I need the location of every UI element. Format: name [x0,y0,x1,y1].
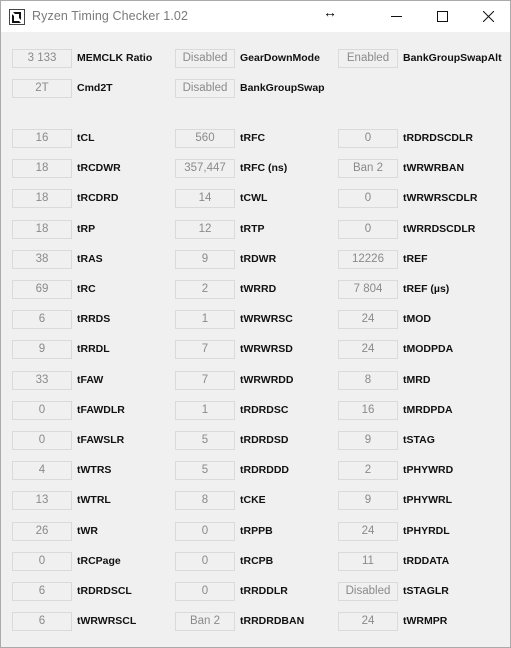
timing-value-field[interactable]: 24 [338,522,398,541]
timing-label: tRDRDDD [240,464,289,476]
timing-value-field[interactable]: 5 [175,431,235,450]
timing-value-field[interactable]: 12 [175,220,235,239]
timing-label: tWRWRDD [240,374,294,386]
timing-value-field[interactable]: 26 [12,522,72,541]
timing-label: tWRWRBAN [403,162,465,174]
ryzen-app-icon [9,9,25,25]
timing-label: tWRWRSC [240,313,293,325]
timing-value-field[interactable]: Ban 2 [338,159,398,178]
timing-value-field[interactable]: 4 [12,461,72,480]
maximize-button[interactable] [419,1,465,32]
timing-label: tFAWSLR [77,434,125,446]
timing-value-field[interactable]: 8 [338,371,398,390]
close-icon [483,11,494,22]
timing-value-field[interactable]: 24 [338,340,398,359]
timing-label: tCKE [240,494,266,506]
timing-label: BankGroupSwapAlt [403,52,502,64]
timing-label: tRCDRD [77,192,119,204]
timing-value-field[interactable]: 16 [338,401,398,420]
timing-value-field[interactable]: 9 [175,250,235,269]
timing-label: tRDWR [240,253,277,265]
timing-value-field[interactable]: 2 [175,280,235,299]
timing-label: tRC [77,283,96,295]
timing-value-field[interactable]: 18 [12,220,72,239]
timing-label: GearDownMode [240,52,320,64]
title-bar[interactable] [1,1,510,32]
timing-value-field[interactable]: 0 [338,220,398,239]
timing-value-field[interactable]: 9 [338,431,398,450]
timing-label: BankGroupSwap [240,82,325,94]
timing-value-field[interactable]: 9 [12,340,72,359]
timing-label: tRCPB [240,555,274,567]
timing-label: tWRRDSCDLR [403,223,476,235]
maximize-icon [437,11,448,22]
timing-label: tWRWRSCDLR [403,192,478,204]
timing-label: tRDRDSC [240,404,289,416]
timing-value-field[interactable]: 69 [12,280,72,299]
timing-label: tREF (µs) [403,283,450,295]
timing-value-field[interactable]: 14 [175,189,235,208]
timing-label: tPHYRDL [403,525,450,537]
timing-value-field[interactable]: Disabled [175,49,235,68]
timing-value-field[interactable]: 1 [175,310,235,329]
minimize-button[interactable] [373,1,419,32]
timing-label: tRP [77,223,96,235]
timing-label: tSTAG [403,434,435,446]
close-button[interactable] [465,1,511,32]
timing-value-field[interactable]: 9 [338,491,398,510]
timing-label: tRDRDSD [240,434,289,446]
timing-label: tWTRS [77,464,112,476]
timing-value-field[interactable]: Disabled [175,79,235,98]
timing-label: tRFC [240,132,266,144]
timing-label: MEMCLK Ratio [77,52,153,64]
timing-value-field[interactable]: 6 [12,582,72,601]
timing-label: tWRWRSCL [77,615,137,627]
timing-label: tRPPB [240,525,273,537]
timing-label: tMODPDA [403,343,454,355]
timing-label: tRCPage [77,555,121,567]
timing-value-field[interactable]: Ban 2 [175,612,235,631]
timing-value-field[interactable]: 11 [338,552,398,571]
timing-label: tSTAGLR [403,585,449,597]
timing-label: tRRDS [77,313,111,325]
timing-value-field[interactable]: 0 [12,552,72,571]
timings-panel [1,32,510,647]
timing-value-field[interactable]: 33 [12,371,72,390]
timing-value-field[interactable]: 16 [12,129,72,148]
timing-label: tWRMPR [403,615,448,627]
timing-label: tFAWDLR [77,404,125,416]
timing-value-field[interactable]: Disabled [338,582,398,601]
timing-label: tPHYWRD [403,464,454,476]
timing-label: tRDRDSCDLR [403,132,473,144]
timing-label: tREF [403,253,428,265]
timing-value-field[interactable]: 6 [12,612,72,631]
timing-label: tPHYWRL [403,494,452,506]
minimize-icon [391,11,402,22]
window-title: Ryzen Timing Checker 1.02 [32,9,189,23]
timing-value-field[interactable]: 0 [175,582,235,601]
timing-label: tRDRDSCL [77,585,132,597]
timing-value-field[interactable]: 5 [175,461,235,480]
timing-value-field[interactable]: 6 [12,310,72,329]
timing-value-field[interactable]: 3 133 [12,49,72,68]
timing-value-field[interactable]: 38 [12,250,72,269]
timing-value-field[interactable]: 7 [175,340,235,359]
timing-label: Cmd2T [77,82,113,94]
timing-label: tMOD [403,313,431,325]
timing-label: tRCDWR [77,162,121,174]
timing-value-field[interactable]: 24 [338,310,398,329]
timing-label: tMRDPDA [403,404,453,416]
timing-value-field[interactable]: 0 [175,552,235,571]
timing-value-field[interactable]: 0 [338,129,398,148]
timing-value-field[interactable]: 2 [338,461,398,480]
timing-label: tWR [77,525,98,537]
timing-value-field[interactable]: Enabled [338,49,398,68]
timing-label: tWRRD [240,283,277,295]
timing-label: tRAS [77,253,103,265]
timing-value-field[interactable]: 1 [175,401,235,420]
timing-label: tWRWRSD [240,343,293,355]
timing-label: tRRDRDBAN [240,615,305,627]
timing-label: tMRD [403,374,431,386]
timing-value-field[interactable]: 357,447 [175,159,235,178]
timing-label: tWTRL [77,494,111,506]
timing-label: tRRDL [77,343,110,355]
timing-label: tCL [77,132,95,144]
timing-value-field[interactable]: 24 [338,612,398,631]
timing-value-field[interactable]: 13 [12,491,72,510]
timing-label: tRTP [240,223,265,235]
timing-value-field[interactable]: 0 [175,522,235,541]
timing-value-field[interactable]: 0 [12,431,72,450]
timing-value-field[interactable]: 8 [175,491,235,510]
timing-label: tRFC (ns) [240,162,288,174]
timing-value-field[interactable]: 12226 [338,250,398,269]
resize-horizontal-icon: ↔ [323,4,337,20]
timing-value-field[interactable]: 18 [12,189,72,208]
timing-value-field[interactable]: 0 [338,189,398,208]
timing-label: tRDDATA [403,555,450,567]
timing-value-field[interactable]: 560 [175,129,235,148]
timing-value-field[interactable]: 18 [12,159,72,178]
timing-label: tRRDDLR [240,585,288,597]
timing-label: tFAW [77,374,104,386]
timing-value-field[interactable]: 0 [12,401,72,420]
timing-value-field[interactable]: 7 804 [338,280,398,299]
timing-value-field[interactable]: 7 [175,371,235,390]
timing-label: tCWL [240,192,268,204]
timing-value-field[interactable]: 2T [12,79,72,98]
